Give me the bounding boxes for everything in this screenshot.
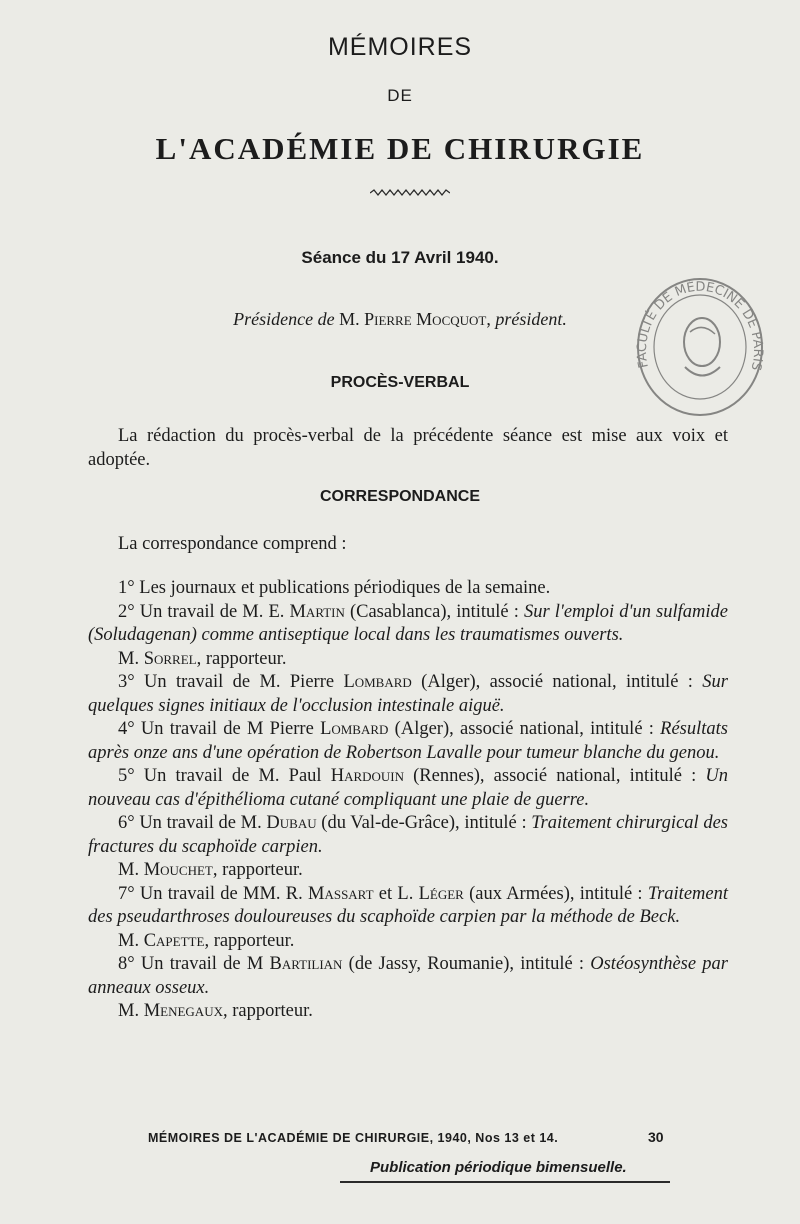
president-name: Pierre Mocquot <box>364 309 487 329</box>
rapporteur-name: Mouchet <box>143 860 213 880</box>
author-name: Lombard <box>320 719 389 739</box>
author-name: Léger <box>418 883 464 904</box>
list-item-8: 8° Un travail de M Bartilian (de Jassy, Roumanie), intitulé : Ostéosynthèse par anneaux osseux. <box>88 954 729 998</box>
seance-date: Séance du 17 Avril 1940. <box>301 248 499 267</box>
header-de: DE <box>387 86 413 105</box>
publication-rule <box>340 1181 670 1183</box>
proces-verbal-title: PROCÈS-VERBAL <box>330 374 470 391</box>
author-name: Martin <box>289 601 345 622</box>
author-name: Dubau <box>266 813 317 833</box>
page-number: 30 <box>648 1129 664 1145</box>
proces-verbal-text <box>88 425 728 472</box>
correspondance-intro <box>88 533 728 557</box>
rapporteur-line: M. Capette, rapporteur. <box>118 930 295 951</box>
list-item-1: 1° Les journaux et publications périodiques de la semaine. <box>118 578 551 598</box>
correspondance-list <box>88 577 728 1024</box>
work-title: Traitement des pseudarthroses douloureuses du scaphoïde carpien par la méthode de Beck. <box>88 883 728 927</box>
proces-verbal-paragraph: La rédaction du procès-verbal de la précédente séance est mise aux voix et adoptée. <box>88 426 728 470</box>
author-name: Hardouin <box>330 766 405 786</box>
rapporteur-name: Capette <box>143 930 205 951</box>
rapporteur-line: M. Menegaux, rapporteur. <box>118 1001 313 1021</box>
list-item-4: 4° Un travail de M Pierre Lombard (Alger), associé national, intitulé : Résultats après onze ans d'une opération de Robertson Lavalle pour tumeur blanche du genou. <box>88 719 728 763</box>
ornament-divider <box>370 188 450 198</box>
author-name: Bartilian <box>269 954 343 974</box>
list-item-6: 6° Un travail de M. Dubau (du Val-de-Grâce), intitulé : Traitement chirurgical des fractures du scaphoïde carpien. <box>88 813 728 857</box>
stamp-text: FACULTÉ DE MÉDECINE DE PARIS <box>634 279 766 372</box>
footer-journal: MÉMOIRES DE L'ACADÉMIE DE CHIRURGIE, 1940, Nos 13 et 14. <box>148 1131 559 1145</box>
work-title: Traitement chirurgical des fractures du scaphoïde carpien. <box>88 813 728 857</box>
library-stamp <box>630 272 770 422</box>
list-item-5: 5° Un travail de M. Paul Hardouin (Rennes), associé national, intitulé : Un nouveau cas d'épithélioma cutané compliquant une plaie de guerre. <box>88 766 728 810</box>
presidence-line: Présidence de M. Pierre Mocquot, président. <box>233 309 567 329</box>
work-title: Sur l'emploi d'un sulfamide (Soludagenan) comme antiseptique local dans les traumatismes ouverts. <box>88 601 728 645</box>
author-name: Lombard <box>343 672 412 692</box>
author-name: Massart <box>308 883 374 904</box>
header-memoires: MÉMOIRES <box>327 33 473 61</box>
rapporteur-line: M. Sorrel, rapporteur. <box>118 648 287 669</box>
rapporteur-line: M. Mouchet, rapporteur. <box>118 860 303 880</box>
presidence-prefix: Présidence de <box>233 309 335 329</box>
header-academie: L'ACADÉMIE DE CHIRURGIE <box>155 131 645 166</box>
correspondance-title: CORRESPONDANCE <box>319 488 480 505</box>
presidence-suffix: président. <box>495 309 567 329</box>
work-title: Un nouveau cas d'épithélioma cutané compliquant une plaie de guerre. <box>88 766 728 810</box>
work-title: Résultats après onze ans d'une opération de Robertson Lavalle pour tumeur blanche du genou. <box>88 719 728 763</box>
list-item-3: 3° Un travail de M. Pierre Lombard (Alger), associé national, intitulé : Sur quelques signes initiaux de l'occlusion intestinale aiguë. <box>88 672 728 716</box>
footer-publication: Publication périodique bimensuelle. <box>370 1159 627 1176</box>
list-item-2: 2° Un travail de M. E. Martin (Casablanca), intitulé : Sur l'emploi d'un sulfamide (Soludagenan) comme antiseptique local dans les traumatismes ouverts. <box>88 601 728 645</box>
rapporteur-name: Sorrel <box>143 648 197 669</box>
work-title: Ostéosynthèse par anneaux osseux. <box>88 954 729 998</box>
work-title: Sur quelques signes initiaux de l'occlusion intestinale aiguë. <box>88 672 728 716</box>
correspondance-intro-paragraph: La correspondance comprend : <box>118 534 347 554</box>
rapporteur-name: Menegaux <box>143 1001 223 1021</box>
presidence-m: M. <box>339 309 360 329</box>
list-item-7: 7° Un travail de MM. R. Massart et L. Léger (aux Armées), intitulé : Traitement des pseudarthroses douloureuses du scaphoïde carpien par la méthode de Beck. <box>88 883 728 927</box>
